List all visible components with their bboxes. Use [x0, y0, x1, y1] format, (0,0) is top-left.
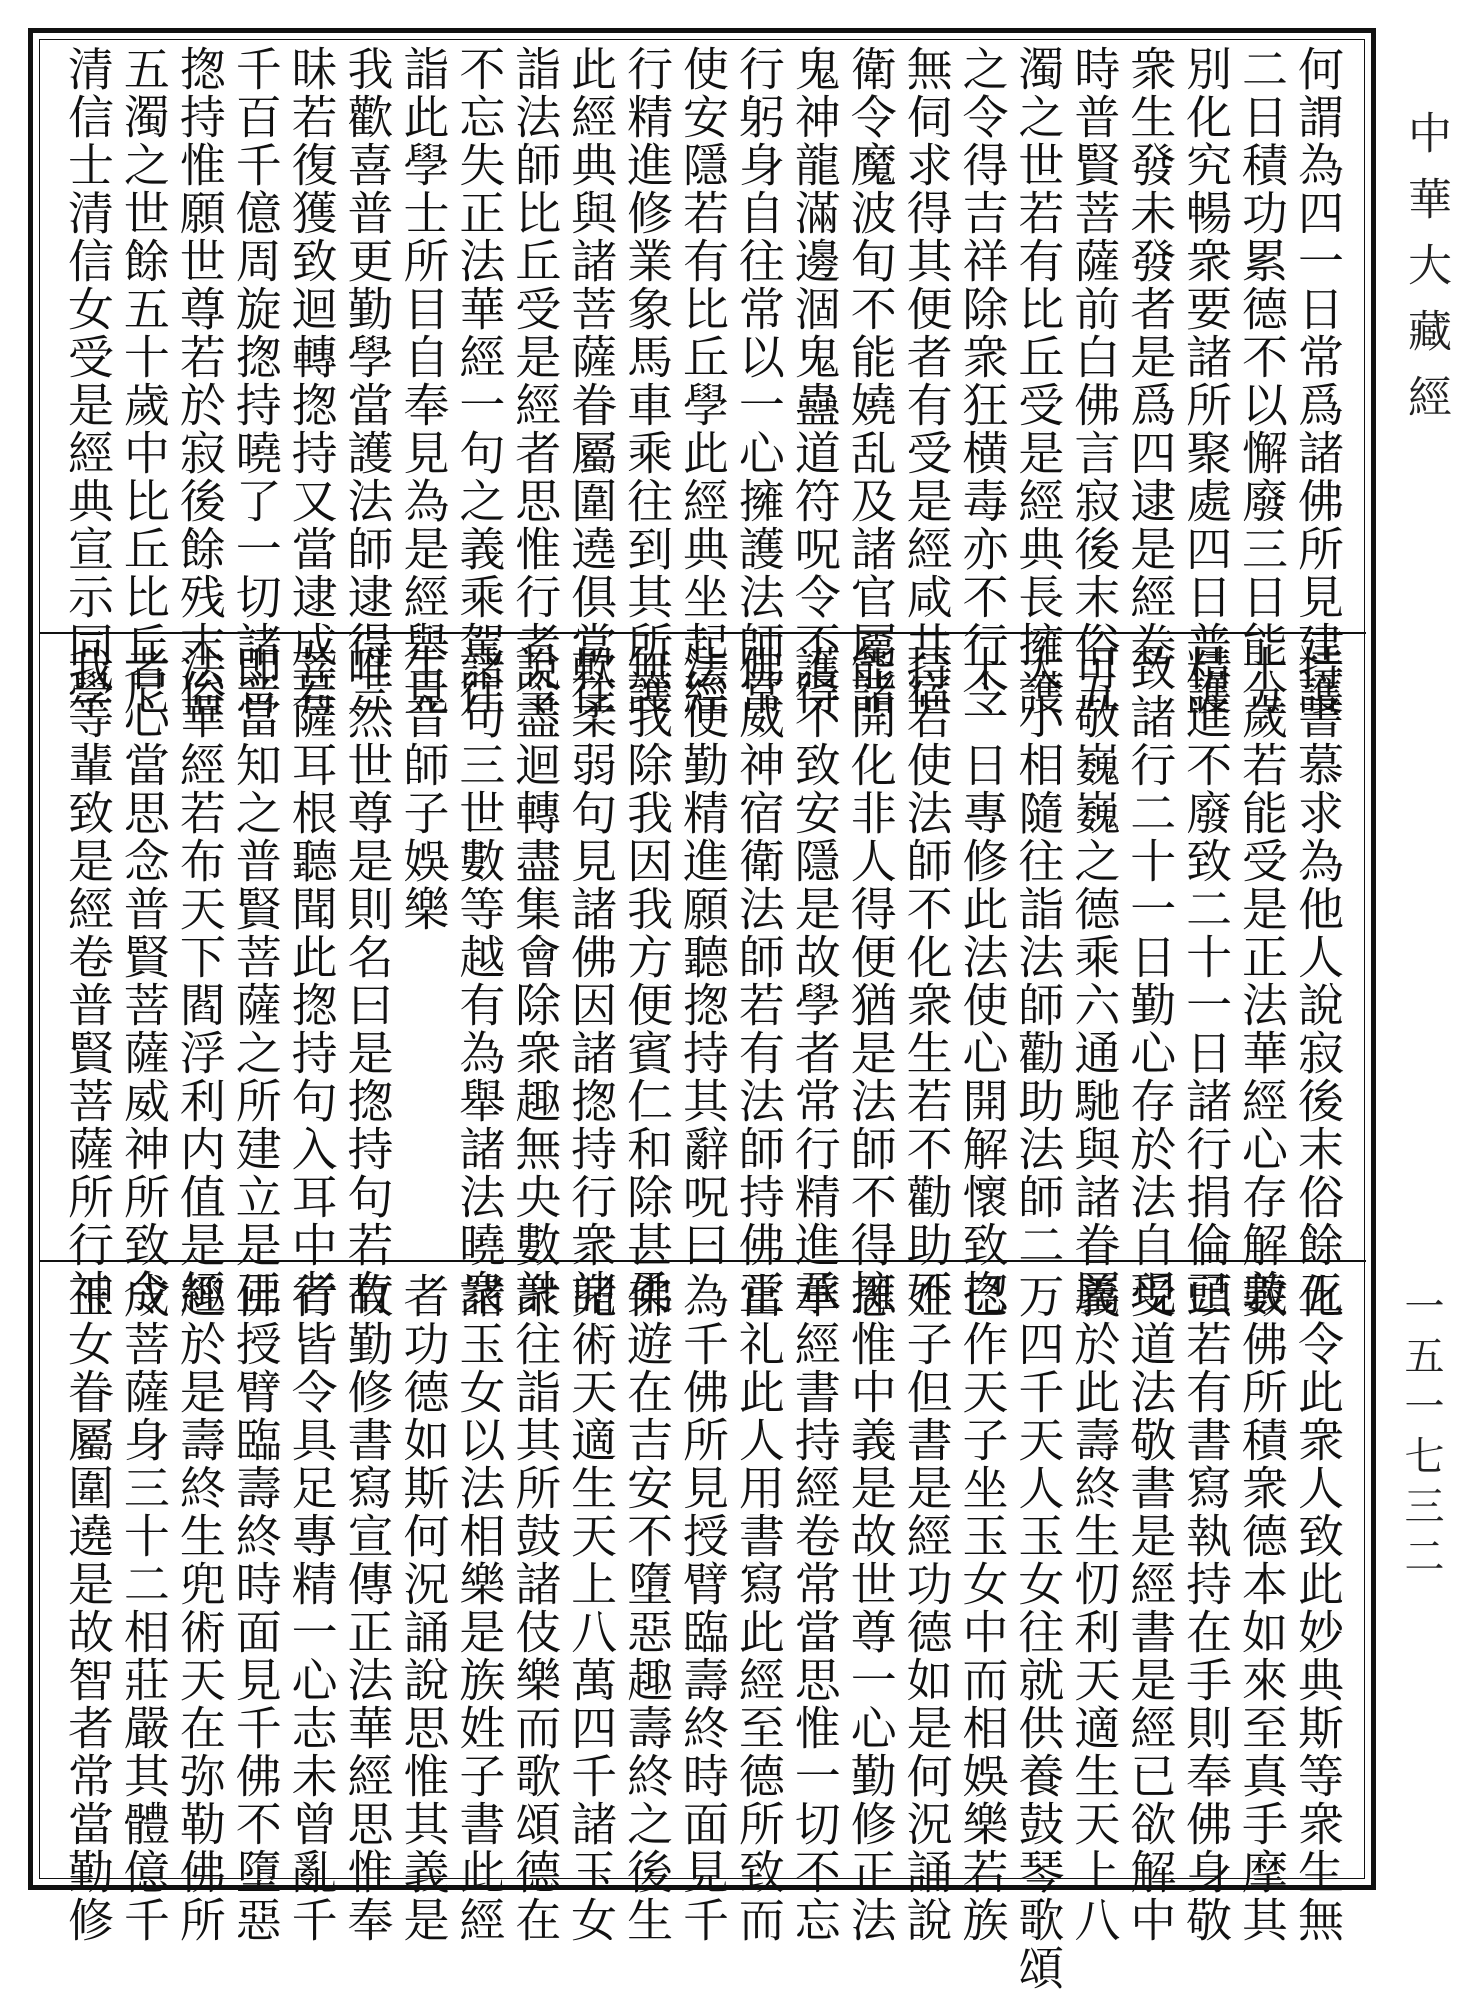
text-column: 玉女眷屬圍遶是故智者常當勤修 — [61, 1272, 115, 1944]
page-number: 一五一七三二 — [1398, 1285, 1444, 1585]
text-column: 者心當思念普賢菩薩威神所致令 — [116, 645, 171, 1317]
text-column: 華經書持經卷常當思惟一切不忘 — [787, 1272, 842, 1944]
text-column: 持書慕求為他人說寂後末俗餘五 — [1290, 645, 1345, 1317]
text-column: 法華經若布天下閻浮利内值是經 — [172, 645, 227, 1317]
text-column: 大小相隨往詣法師勸助法師二 — [1011, 645, 1066, 1269]
text-column: 者功德如斯何況誦說思惟其義是 — [396, 1272, 451, 1944]
text-column: 清信士清信女受是經典宣示同學 — [61, 45, 115, 717]
text-column: 可敬巍巍之德乘六通馳與諸眷屬 — [1067, 645, 1122, 1317]
text-column: 為千佛所見授臂臨壽終時面見千 — [675, 1272, 730, 1944]
text-column: 別化究暢衆要諸所聚處四日普護 — [1179, 45, 1234, 717]
text-column: 受道法敬書是經書是經已欲解中 — [1123, 1272, 1178, 1944]
text-column: 致諸行二十一日勤心存於法自現 — [1123, 645, 1178, 1317]
text-column: 佛威神宿衛法師若有法師持佛正 — [731, 645, 786, 1317]
text-column: 即當知之普賢菩薩之所建立是正 — [228, 645, 283, 1317]
text-column: 衛令魔波旬不能嬈乱及諸官屬諸 — [843, 45, 898, 717]
text-column: 頭若有書寫執持在手則奉佛身敬 — [1179, 1272, 1234, 1944]
text-column: 說盡迴轉盡集會除衆趣無央數計 — [508, 645, 563, 1317]
text-column: 已作天子坐玉女中而相娛樂若族 — [955, 1272, 1010, 1944]
text-column: 成菩薩身三十二相莊嚴其體億千 — [116, 1272, 171, 1944]
text-column: 諸玉女以法相樂是族姓子書此經 — [452, 1272, 507, 1944]
text-column: 二日積功累德不以懈廢三日能分 — [1235, 45, 1290, 717]
collection-title: 中華大藏經 — [1400, 110, 1451, 440]
text-column: 行皆令具足專精一心志未曾亂千 — [284, 1272, 339, 1944]
text-column: 故勤修書寫宣傳正法華經思惟奉 — [340, 1272, 395, 1944]
text-column: 鬼神龍滿邊涸鬼蠱道符呪令不得 — [787, 45, 842, 717]
text-column: 我歡喜普更勤學當護法師逮得三 — [340, 45, 395, 717]
text-column: 濁之世若有比丘受是經典長擁護 — [1011, 45, 1066, 717]
text-column: 五濁之世餘五十歲中比丘比丘尼 — [116, 45, 171, 717]
text-column: 當礼此人用書寫此經至德所致而 — [731, 1272, 786, 1944]
text-column: 詣此學士所目自奉見為是經舉見 — [396, 45, 451, 717]
text-column: 佛遊在吉安不墮惡趣壽終之後生 — [620, 1272, 675, 1944]
text-column: 不忘失正法華經一句之義乘駕往 — [452, 45, 507, 717]
text-column: 我等輩致是經卷普賢菩薩所行神 — [61, 645, 115, 1317]
text-column: 詣法師比丘受是經者思惟行者令 — [508, 45, 563, 717]
text-column: 之令得吉祥除衆狂横毒亦不行令 — [955, 45, 1010, 717]
register-top — [40, 45, 1366, 717]
text-column: 持若使法師不化衆生若不勸助不 — [899, 645, 954, 1317]
text-column: 菩薩耳根聽聞此揔持句入耳中者 — [284, 645, 339, 1317]
text-column: 行躬身自往常以一心擁護法師常 — [731, 45, 786, 717]
text-column: 時普賢菩薩前白佛言寂後末俗五 — [1067, 45, 1122, 717]
text-column: 義於此壽終生忉利天適生天上八 — [1067, 1272, 1122, 1944]
text-column: 思惟中義是故世尊一心勤修正法 — [843, 1272, 898, 1944]
text-column: 能開化非人得便猶是法師不得擁 — [843, 645, 898, 1317]
text-column: 法便勤精進願聽揔持其辭呪曰 — [675, 645, 730, 1269]
text-column: 護不致安隱是故學者常行精進承 — [787, 645, 842, 1317]
text-column: 精進不廢致二十一日諸行捐倫已 — [1179, 645, 1234, 1317]
text-column: 趣於是壽終生兜術天在弥勒佛所 — [172, 1272, 227, 1944]
text-column: 昧若復獲致迴轉揔持又當逮成若 — [284, 45, 339, 717]
text-column: 佛授臂臨壽終時面見千佛不墮惡 — [228, 1272, 283, 1944]
text-column: 數佛所積衆德本如來至真手摩其 — [1235, 1272, 1290, 1944]
text-column: 無我除我因我方便賓仁和除甚柔 — [620, 645, 675, 1317]
text-column: 十一日專修此法使心開解懷致揔 — [955, 645, 1010, 1317]
text-column: 諸句三世數等越有為舉諸法曉衆 — [452, 645, 507, 1317]
text-column: 唯然世尊是則名曰是揔持句若有 — [340, 645, 395, 1317]
text-column: 化令此衆人致此妙典斯等衆生無 — [1290, 1272, 1345, 1944]
text-column: 十歲若能受是正法華經心存解義 — [1235, 645, 1290, 1317]
text-column: 使安隱若有比丘學此經典坐起經 — [675, 45, 730, 717]
register-middle — [40, 645, 1366, 1317]
text-column: 姓子但書是經功德如是何況誦說 — [899, 1272, 954, 1944]
text-column: 行精進修業象馬車乘往到其所護 — [620, 45, 675, 717]
register-bottom — [40, 1272, 1366, 1992]
text-column: 万四千天人玉女往就供養鼓琴歌頌 — [1011, 1272, 1066, 1992]
text-column: 兜術天適生天上八萬四千諸玉女 — [564, 1272, 619, 1944]
text-column: 衆往詣其所鼓諸伎樂而歌頌德在 — [508, 1272, 563, 1944]
text-column: 何謂為四一日常爲諸佛所見建護 — [1290, 45, 1345, 717]
text-column: 千百千億周旋揔持曉了一切諸音 — [228, 45, 283, 717]
text-column: 此經典與諸菩薩眷屬圍遶俱當往 — [564, 45, 619, 717]
text-column: 無伺求得其便者有受是經咸共宿 — [899, 45, 954, 717]
text-column: 衆生發未發者是爲四逮是經卷 — [1123, 45, 1178, 669]
text-column: 生音師子娛樂 — [396, 645, 451, 933]
text-column: 軟柔弱句見諸佛因諸揔持行衆諸 — [564, 645, 619, 1317]
text-column: 揔持惟願世尊若於寂後餘残末俗 — [172, 45, 227, 717]
